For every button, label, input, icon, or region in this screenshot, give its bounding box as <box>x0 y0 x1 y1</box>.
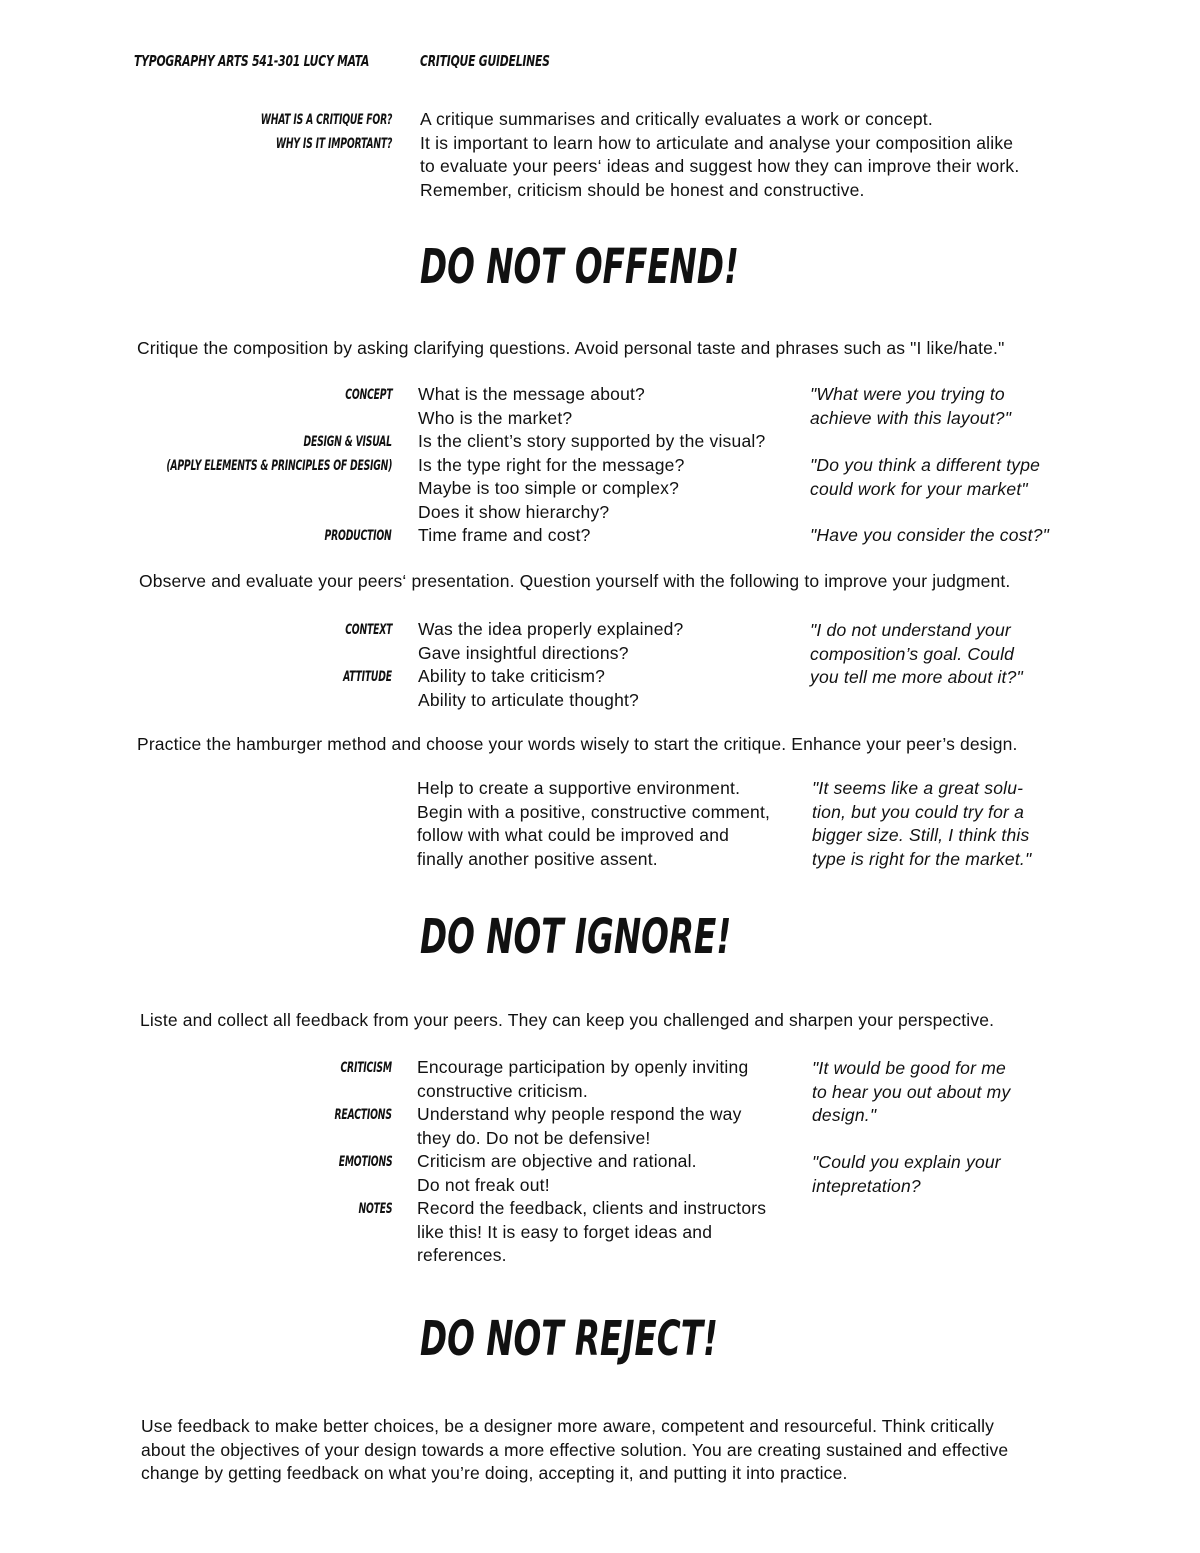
label-why-important: WHY IS IT IMPORTANT? <box>275 136 392 152</box>
ignore-guidelines-text <box>417 1056 766 1268</box>
intro-line: A critique summarises and critically evaluates a work or concept. <box>420 109 933 129</box>
quote-line: "It would be good for me <box>812 1058 1006 1078</box>
quote-hear-you-out <box>812 1057 1010 1128</box>
guideline-line: Understand why people respond the way <box>417 1104 742 1124</box>
quote-line: intepretation? <box>812 1175 921 1196</box>
label-context: CONTEXT <box>344 622 392 638</box>
label-design-visual: DESIGN & VISUAL <box>303 434 392 450</box>
quote-line: composition’s goal. Could <box>810 643 1015 664</box>
quote-line: bigger size. Still, I think this <box>812 825 1030 845</box>
hamburger-method-text <box>417 777 770 871</box>
paragraph-line: Use feedback to make better choices, be a designer more aware, competent and resourceful. Think critically <box>141 1416 995 1436</box>
quote-line: to hear you out about my <box>812 1081 1011 1102</box>
quote-consider-cost <box>810 524 1049 548</box>
paragraph-line: about the objectives of your design towards a more effective solution. You are creating sustained and effective <box>141 1439 1009 1460</box>
guideline-line: Criticism are objective and rational. <box>417 1151 697 1171</box>
heading-do-not-reject: DO NOT REJECT! <box>420 1311 718 1367</box>
heading-do-not-ignore: DO NOT IGNORE! <box>420 909 732 965</box>
guideline-line: they do. Do not be defensive! <box>417 1127 651 1148</box>
guideline-line: like this! It is easy to forget ideas and <box>417 1221 713 1242</box>
hamburger-line: Begin with a positive, constructive comment, <box>417 801 771 822</box>
question-line: Ability to take criticism? <box>418 666 606 686</box>
offend-questions <box>418 383 765 548</box>
label-criticism: CRITICISM <box>340 1060 392 1076</box>
offend-lead-text: Critique the composition by asking clarifying questions. Avoid personal taste and phrases such as "I like/hate." <box>137 338 1005 358</box>
label-what-is-critique: WHAT IS A CRITIQUE FOR? <box>260 112 392 128</box>
quote-explain-interpretation <box>812 1151 1001 1198</box>
header-document-title: CRITIQUE GUIDELINES <box>420 52 550 70</box>
quote-line: "Have you consider the cost?" <box>810 525 1050 545</box>
question-line: Who is the market? <box>418 407 573 428</box>
hamburger-line: follow with what could be improved and <box>417 825 730 845</box>
quote-line: "Do you think a different type <box>810 455 1041 475</box>
question-line: Gave insightful directions? <box>418 642 629 663</box>
label-apply-elements: (APPLY ELEMENTS & PRINCIPLES OF DESIGN) <box>166 458 392 474</box>
intro-text <box>420 108 1019 202</box>
quote-trying-to-achieve <box>810 383 1011 430</box>
label-emotions: EMOTIONS <box>338 1154 392 1170</box>
quote-different-type <box>810 454 1040 501</box>
label-reactions: REACTIONS <box>334 1107 392 1123</box>
guideline-line: Record the feedback, clients and instructors <box>417 1198 767 1218</box>
hamburger-lead-text: Practice the hamburger method and choose your words wisely to start the critique. Enhance your peer’s design. <box>137 734 1018 754</box>
quote-line: "I do not understand your <box>810 620 1011 640</box>
label-notes: NOTES <box>358 1201 392 1217</box>
quote-line: "Could you explain your <box>812 1152 1001 1172</box>
question-line: Time frame and cost? <box>418 525 591 545</box>
quote-line: achieve with this layout?" <box>810 407 1012 428</box>
hamburger-line: Help to create a supportive environment. <box>417 778 741 798</box>
label-production: PRODUCTION <box>324 528 392 544</box>
quote-line: "It seems like a great solu- <box>812 778 1024 798</box>
quote-line: tion, but you could try for a <box>812 801 1025 822</box>
quote-line: design." <box>812 1105 877 1125</box>
question-line: Maybe is too simple or complex? <box>418 478 680 498</box>
quote-line: "What were you trying to <box>810 384 1005 404</box>
quote-line: you tell me more about it?" <box>810 667 1023 687</box>
guideline-line: constructive criticism. <box>417 1080 588 1101</box>
question-line: Was the idea properly explained? <box>418 619 684 639</box>
question-line: What is the message about? <box>418 384 645 404</box>
quote-great-solution <box>812 777 1031 871</box>
heading-do-not-offend: DO NOT OFFEND! <box>420 239 739 295</box>
intro-line: to evaluate your peers‘ ideas and suggest how they can improve their work. <box>420 156 1020 176</box>
quote-line: could work for your market" <box>810 478 1028 499</box>
observe-lead-text: Observe and evaluate your peers‘ presentation. Question yourself with the following to improve your judgment. <box>139 571 1011 591</box>
guideline-line: Encourage participation by openly inviting <box>417 1057 749 1077</box>
intro-line: It is important to learn how to articulate and analyse your composition alike <box>420 132 1014 153</box>
intro-line: Remember, criticism should be honest and constructive. <box>420 179 865 200</box>
question-line: Is the client’s story supported by the visual? <box>418 431 766 451</box>
observe-questions <box>418 618 684 712</box>
label-attitude: ATTITUDE <box>343 669 392 685</box>
reject-paragraph <box>141 1415 1008 1486</box>
ignore-lead-text: Liste and collect all feedback from your peers. They can keep you challenged and sharpen your perspective. <box>140 1010 995 1030</box>
guideline-line: Do not freak out! <box>417 1174 550 1195</box>
quote-not-understand <box>810 619 1023 690</box>
paragraph-line: change by getting feedback on what you’re doing, accepting it, and putting it into practice. <box>141 1463 848 1483</box>
header-course-title: TYPOGRAPHY ARTS 541-301 LUCY MATA <box>134 52 370 70</box>
quote-line: type is right for the market." <box>812 848 1032 869</box>
question-line: Does it show hierarchy? <box>418 501 610 522</box>
guideline-line: references. <box>417 1245 507 1265</box>
question-line: Is the type right for the message? <box>418 454 685 475</box>
hamburger-line: finally another positive assent. <box>417 848 658 869</box>
label-concept: CONCEPT <box>344 387 392 403</box>
question-line: Ability to articulate thought? <box>418 689 639 710</box>
